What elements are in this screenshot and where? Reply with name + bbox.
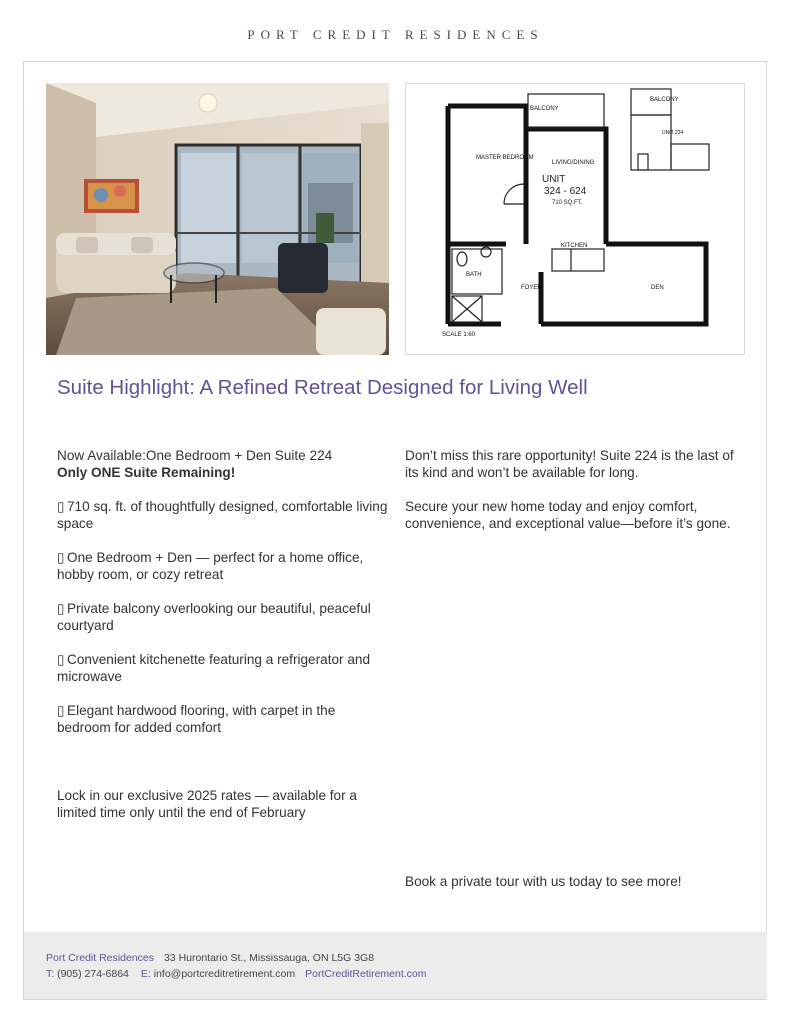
rates-text: Lock in our exclusive 2025 rates — available for a limited time only until the end of February (57, 788, 357, 820)
footer-address: 33 Hurontario St., Mississauga, ON L5G 3G8 (163, 952, 375, 964)
footer-website-link[interactable]: PortCreditRetirement.com (305, 968, 427, 980)
availability-text: Now Available:One Bedroom + Den Suite 224 (57, 448, 333, 463)
svg-text:BALCONY: BALCONY (650, 97, 679, 103)
brand-header: PORT CREDIT RESIDENCES (247, 27, 544, 42)
checkbox-glyph-icon: ▯ (57, 703, 65, 718)
remaining-text: Only ONE Suite Remaining! (57, 465, 236, 480)
right-column (405, 447, 735, 532)
footer-name: Port Credit Residences (46, 952, 154, 964)
feature-item: ▯ One Bedroom + Den — perfect for a home office, hobby room, or cozy retreat (57, 550, 364, 582)
svg-text:324 - 624: 324 - 624 (544, 186, 587, 197)
feature-item: ▯ Elegant hardwood flooring, with carpet in the bedroom for added comfort (57, 703, 336, 735)
feature-item: ▯ Private balcony overlooking our beautiful, peaceful courtyard (57, 601, 371, 633)
living-room-photo (46, 83, 389, 355)
feature-item: ▯ 710 sq. ft. of thoughtfully designed, comfortable living space (57, 499, 388, 531)
svg-text:UNIT 224: UNIT 224 (662, 130, 684, 136)
secure-text: Secure your new home today and enjoy comfort, convenience, and exceptional value—before it’s gone. (405, 499, 731, 531)
svg-text:UNIT: UNIT (542, 174, 566, 185)
svg-text:SCALE 1:60: SCALE 1:60 (442, 332, 476, 338)
tour-cta: Book a private tour with us today to see more! (405, 874, 682, 889)
footer-email[interactable]: info@portcreditretirement.com (153, 968, 296, 980)
email-label: E: (140, 968, 151, 980)
svg-text:KITCHEN: KITCHEN (561, 243, 588, 249)
svg-text:FOYER: FOYER (521, 285, 542, 291)
checkbox-glyph-icon: ▯ (57, 652, 65, 667)
feature-item: ▯ Convenient kitchenette featuring a refrigerator and microwave (57, 652, 371, 684)
left-column (57, 447, 392, 821)
page-headline: Suite Highlight: A Refined Retreat Designed for Living Well (57, 376, 588, 399)
svg-text:BATH: BATH (466, 272, 482, 278)
floor-plan-diagram (405, 83, 745, 355)
checkbox-glyph-icon: ▯ (57, 499, 65, 514)
svg-text:LIVING/DINING: LIVING/DINING (552, 160, 595, 166)
checkbox-glyph-icon: ▯ (57, 550, 65, 565)
checkbox-glyph-icon: ▯ (57, 601, 65, 616)
svg-text:MASTER BEDROOM: MASTER BEDROOM (476, 155, 534, 161)
svg-text:DEN: DEN (651, 285, 664, 291)
svg-text:BALCONY: BALCONY (530, 106, 559, 112)
phone-label: T: (46, 968, 55, 980)
opportunity-text: Don’t miss this rare opportunity! Suite 224 is the last of its kind and won’t be available for long. (405, 448, 734, 480)
footer (24, 932, 767, 999)
svg-text:710 SQ.FT.: 710 SQ.FT. (552, 200, 583, 206)
footer-phone[interactable]: (905) 274-6864 (57, 968, 129, 980)
